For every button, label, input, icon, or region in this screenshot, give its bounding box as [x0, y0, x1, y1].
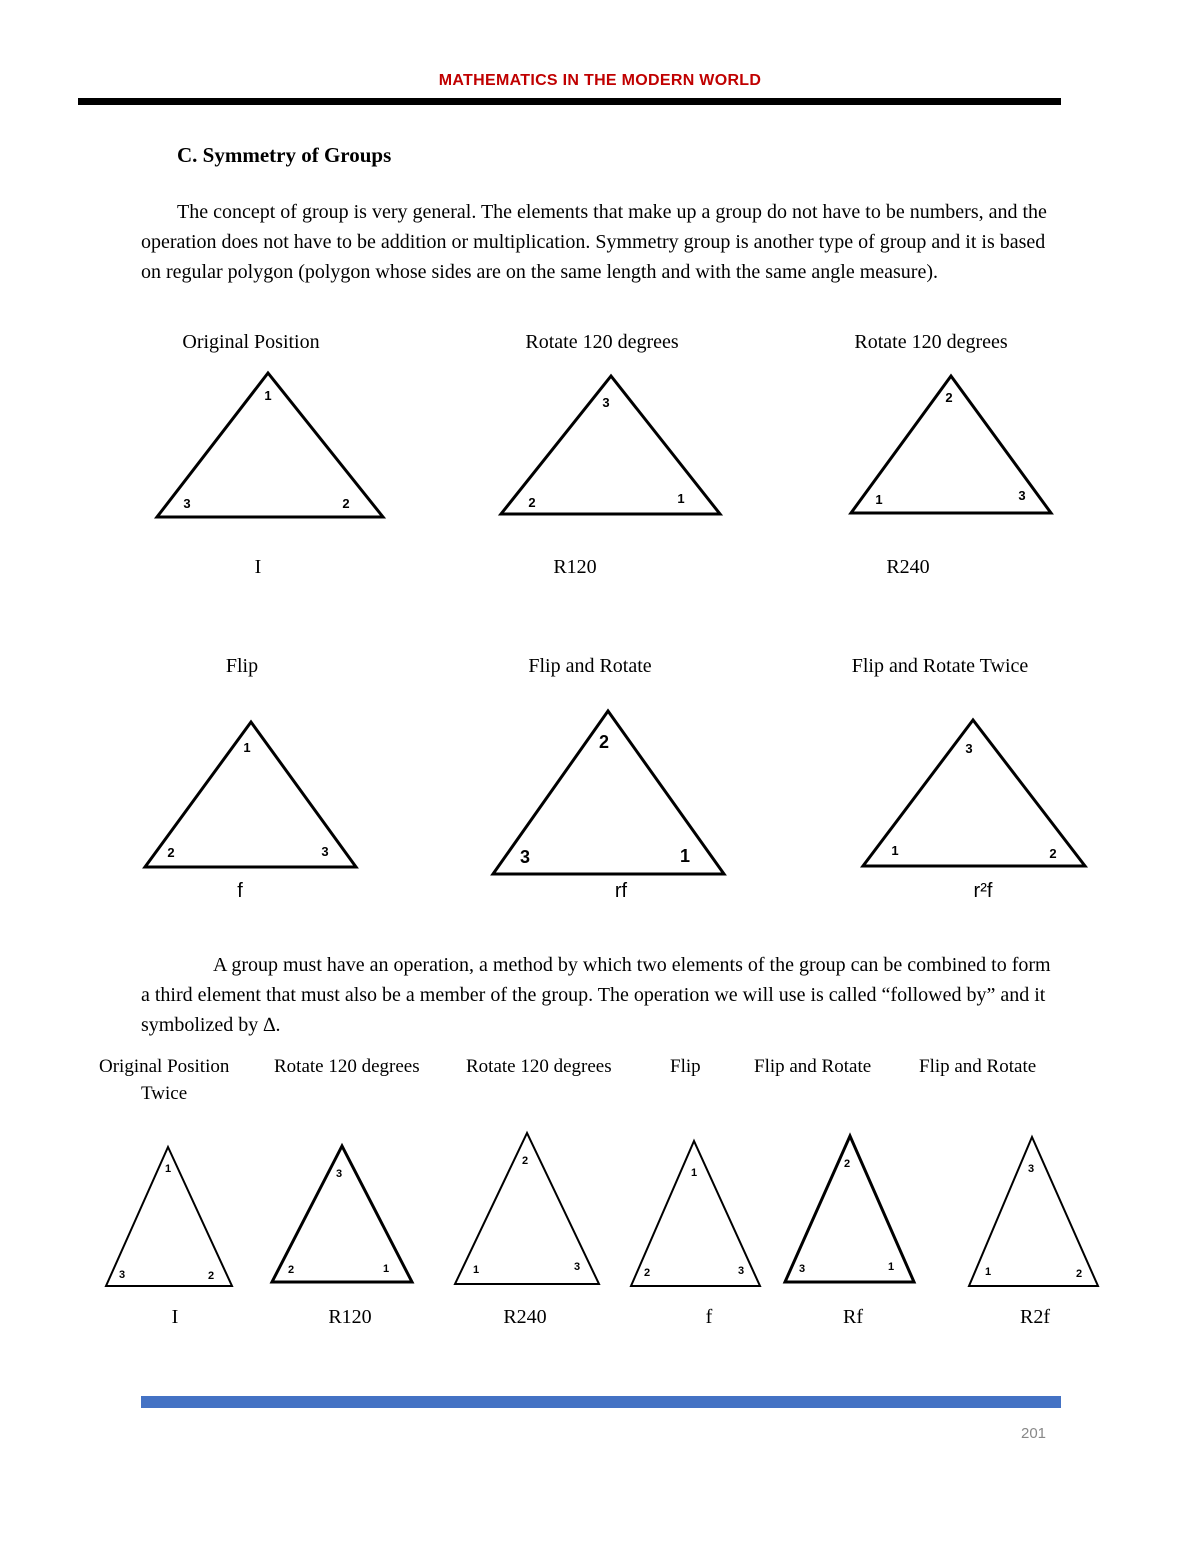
vertex-label-left: 2 [643, 1267, 651, 1279]
vertex-label-right: 1 [677, 491, 685, 506]
footer-bar [141, 1396, 1061, 1408]
row3-caption-2: Rotate 120 degrees [274, 1056, 420, 1077]
row3-caption-1: Original Position [99, 1056, 230, 1077]
vertex-label-left: 3 [519, 847, 531, 867]
row3-caption-6: Flip and Rotate [919, 1056, 1037, 1077]
operation-paragraph [141, 950, 1061, 1040]
row1-symbol-2: R120 [553, 556, 597, 578]
vertex-label-top: 1 [690, 1167, 698, 1179]
row3-symbol-2: R120 [328, 1306, 372, 1328]
vertex-label-top: 1 [164, 1163, 172, 1175]
vertex-label-top: 3 [1027, 1163, 1035, 1175]
vertex-label-right: 2 [1049, 846, 1057, 861]
vertex-label-right: 1 [382, 1263, 390, 1275]
row1-caption-3: Rotate 120 degrees [854, 331, 1008, 353]
row1-symbol-1: I [254, 556, 262, 578]
vertex-label-top: 2 [945, 390, 953, 405]
row1-caption-1: Original Position [182, 331, 320, 353]
row3-caption-1-line2: Twice [141, 1083, 188, 1104]
row1-caption-2: Rotate 120 degrees [525, 331, 679, 353]
vertex-label-top: 3 [602, 395, 610, 410]
vertex-label-right: 1 [679, 846, 691, 866]
vertex-label-left: 1 [891, 843, 899, 858]
vertex-label-top: 1 [264, 388, 272, 403]
section-heading: C. Symmetry of Groups [177, 143, 392, 167]
vertex-label-right: 1 [887, 1261, 895, 1273]
vertex-label-top: 2 [598, 732, 610, 752]
vertex-label-right: 3 [321, 844, 329, 859]
vertex-label-top: 2 [521, 1155, 529, 1167]
vertex-label-top: 2 [843, 1158, 851, 1170]
vertex-label-left: 1 [472, 1264, 480, 1276]
vertex-label-left: 2 [528, 495, 536, 510]
row3-symbol-1: I [171, 1306, 179, 1328]
row2-caption-3: Flip and Rotate Twice [851, 655, 1029, 677]
vertex-label-left: 1 [875, 492, 883, 507]
vertex-label-left: 3 [118, 1269, 126, 1281]
vertex-label-right: 2 [207, 1270, 215, 1282]
row3-caption-4: Flip [670, 1056, 701, 1077]
vertex-label-left: 2 [167, 845, 175, 860]
row2-caption-1: Flip [225, 655, 259, 677]
row3-symbol-4: f [705, 1306, 713, 1328]
row2-caption-2: Flip and Rotate [528, 655, 652, 677]
vertex-label-right: 2 [1075, 1268, 1083, 1280]
row1-symbol-3: R240 [886, 556, 930, 578]
row3-caption-5: Flip and Rotate [754, 1056, 872, 1077]
operation-paragraph-text: A group must have an operation, a method by which two elements of the group can be combined to form a third element that must also be a member of the group. The operation we will use is called “followed by” and it symbolized by ∆. [141, 954, 1051, 1036]
vertex-label-top: 3 [965, 741, 973, 756]
vertex-label-right: 2 [342, 496, 350, 511]
vertex-label-left: 2 [287, 1264, 295, 1276]
row3-symbol-6: R2f [1020, 1306, 1050, 1328]
row2-symbol-3: r²f [973, 880, 993, 902]
vertex-label-left: 3 [798, 1263, 806, 1275]
vertex-label-left: 3 [183, 496, 191, 511]
vertex-label-top: 3 [335, 1168, 343, 1180]
row2-symbol-1: f [237, 880, 243, 902]
row3-symbol-5: Rf [843, 1306, 863, 1328]
vertex-label-right: 3 [1018, 488, 1026, 503]
vertex-label-right: 3 [737, 1265, 745, 1277]
intro-paragraph-text: The concept of group is very general. The elements that make up a group do not have to be numbers, and the operation does not have to be addition or multiplication. Symmetry group is another type of group and it is based on regular polygon (polygon whose sides are on the same length and with the same angle measure). [141, 201, 1047, 283]
row3-symbol-3: R240 [503, 1306, 547, 1328]
vertex-label-left: 1 [984, 1266, 992, 1278]
page-number: 201 [1021, 1425, 1047, 1442]
row3-caption-3: Rotate 120 degrees [466, 1056, 612, 1077]
row2-symbol-2: rf [614, 880, 628, 902]
vertex-label-top: 1 [243, 740, 251, 755]
vertex-label-right: 3 [573, 1261, 581, 1273]
running-header: MATHEMATICS IN THE MODERN WORLD [438, 72, 762, 89]
